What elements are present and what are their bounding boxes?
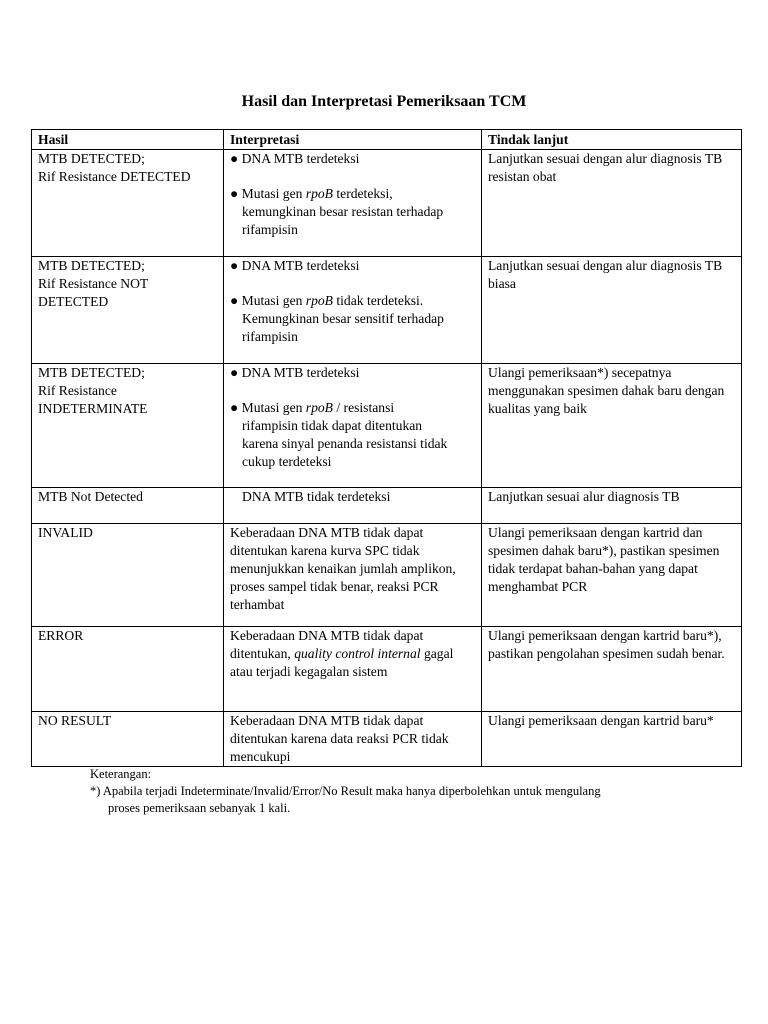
cell-tindak-lanjut: Lanjutkan sesuai dengan alur diagnosis TB biasa [482,257,742,364]
cell-hasil: NO RESULT [32,712,224,767]
cell-interpretasi: DNA MTB tidak terdeteksi [224,488,482,524]
bullet-item: ● Mutasi gen rpoB / resistansi [230,400,395,415]
bullet-item: ● Mutasi gen rpoB tidak terdeteksi. [230,293,424,308]
table-row [32,712,742,767]
cell-tindak-lanjut: Ulangi pemeriksaan dengan kartrid baru*), pastikan pengolahan spesimen sudah benar. [482,627,742,712]
cell-interpretasi: ● DNA MTB terdeteksi ● Mutasi gen rpoB / resistansi rifampisin tidak dapat ditentukan karena sinyal penanda resistansi tidak cukup terdeteksi [224,364,482,488]
cell-tindak-lanjut: Ulangi pemeriksaan dengan kartrid baru* [482,712,742,767]
table-row [32,364,742,488]
cell-tindak-lanjut: Ulangi pemeriksaan dengan kartrid dan spesimen dahak baru*), pastikan spesimen tidak terdapat bahan-bahan yang dapat menghambat PCR [482,524,742,627]
footnote-text: *) Apabila terjadi Indeterminate/Invalid/Error/No Result maka hanya diperbolehkan untuk mengulang [90,784,601,798]
table-row [32,627,742,712]
cell-interpretasi: Keberadaan DNA MTB tidak dapat ditentukan karena data reaksi PCR tidak mencukupi [224,712,482,767]
cell-hasil: MTB Not Detected [32,488,224,524]
bullet-item: ● Mutasi gen rpoB terdeteksi, [230,186,393,201]
cell-interpretasi: Keberadaan DNA MTB tidak dapat ditentukan, quality control internal gagal atau terjadi kegagalan sistem [224,627,482,712]
table-row [32,488,742,524]
table-row [32,150,742,257]
table-header-row [32,130,742,150]
cell-interpretasi: ● DNA MTB terdeteksi ● Mutasi gen rpoB tidak terdeteksi. Kemungkinan besar sensitif terhadap rifampisin [224,257,482,364]
bullet-item: ● DNA MTB terdeteksi [230,151,360,166]
results-table [31,129,742,767]
table-row [32,257,742,364]
header-tindak-lanjut: Tindak lanjut [482,130,742,150]
cell-tindak-lanjut: Ulangi pemeriksaan*) secepatnya menggunakan spesimen dahak baru dengan kualitas yang baik [482,364,742,488]
footnote-text-cont: proses pemeriksaan sebanyak 1 kali. [108,801,291,815]
footnote-label: Keterangan: [90,767,152,781]
cell-interpretasi: ● DNA MTB terdeteksi ● Mutasi gen rpoB terdeteksi, kemungkinan besar resistan terhadap rifampisin [224,150,482,257]
bullet-item: ● DNA MTB terdeteksi [230,258,360,273]
footnote [90,766,601,817]
cell-tindak-lanjut: Lanjutkan sesuai alur diagnosis TB [482,488,742,524]
cell-hasil: INVALID [32,524,224,627]
bullet-item: ● DNA MTB terdeteksi [230,365,360,380]
cell-hasil: MTB DETECTED; Rif Resistance NOT DETECTED [32,257,224,364]
header-hasil: Hasil [32,130,224,150]
cell-interpretasi: Keberadaan DNA MTB tidak dapat ditentukan karena kurva SPC tidak menunjukkan kenaikan jumlah amplikon, proses sampel tidak benar, reaksi PCR terhambat [224,524,482,627]
header-interpretasi: Interpretasi [224,130,482,150]
cell-tindak-lanjut: Lanjutkan sesuai dengan alur diagnosis TB resistan obat [482,150,742,257]
document-title: Hasil dan Interpretasi Pemeriksaan TCM [241,93,527,110]
table-row [32,524,742,627]
cell-hasil: MTB DETECTED; Rif Resistance DETECTED [32,150,224,257]
cell-hasil: ERROR [32,627,224,712]
cell-hasil: MTB DETECTED; Rif Resistance INDETERMINATE [32,364,224,488]
